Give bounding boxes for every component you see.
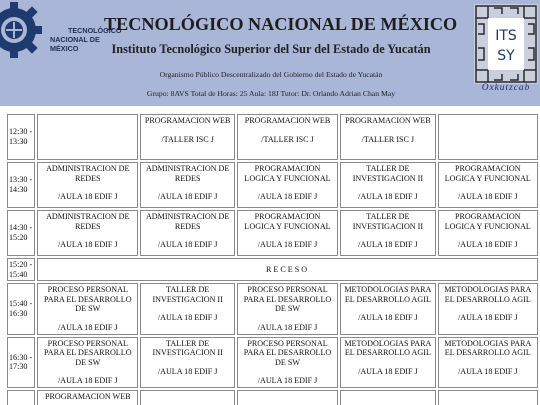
schedule-table: [5, 112, 540, 405]
room-name: /AULA 18 EDIF J: [358, 366, 418, 376]
class-cell: [140, 114, 234, 160]
room-name: /AULA 18 EDIF J: [57, 322, 118, 332]
subject-name: ADMINISTRACION DE REDES: [46, 164, 130, 183]
subject-name: PROGRAMACION LOGICA Y FUNCIONAL: [244, 164, 331, 183]
subject-name: METODOLOGIAS PARA EL DESARROLLO AGIL: [344, 285, 432, 304]
room-name: /AULA 18 EDIF J: [358, 192, 418, 202]
class-cell: [37, 114, 138, 160]
class-cell: [37, 162, 138, 208]
class-cell: [340, 337, 435, 388]
subject-name: METODOLOGIAS PARA EL DESARROLLO AGIL: [344, 338, 432, 358]
class-cell: [438, 390, 538, 405]
subject-name: PROGRAMACION LOGICA Y FUNCIONAL: [444, 164, 531, 183]
schedule-row: [7, 258, 538, 281]
subject-name: METODOLOGIAS PARA EL DESARROLLO AGIL: [444, 338, 532, 358]
subject-name: TALLER DE INVESTIGACION II: [152, 285, 223, 304]
room-name: /TALLER ISC J: [261, 134, 314, 144]
room-name: /AULA 18 EDIF J: [157, 240, 218, 250]
room-name: /AULA 18 EDIF J: [457, 313, 518, 323]
class-cell: [438, 210, 538, 256]
class-cell: [140, 162, 234, 208]
class-cell: [237, 114, 338, 160]
class-cell: [438, 337, 538, 388]
schedule-row: [7, 114, 538, 160]
subject-name: ADMINISTRACION DE REDES: [145, 212, 230, 231]
subject-name: PROCESO PERSONAL PARA EL DESARROLLO DE SW: [243, 285, 332, 314]
class-cell: [340, 390, 435, 405]
institute-name: Instituto Tecnológico Superior del Sur del Estado de Yucatán: [111, 42, 431, 56]
class-cell: [438, 162, 538, 208]
room-name: /AULA 18 EDIF J: [257, 322, 318, 332]
class-cell: [237, 283, 338, 334]
time-slot: 13:30 - 14:30: [7, 162, 35, 208]
time-slot: 15:20 - 15:40: [7, 258, 35, 281]
class-cell: [438, 114, 538, 160]
room-name: /TALLER ISC J: [161, 134, 214, 144]
class-cell: [340, 114, 435, 160]
tecnm-logo-line1: TECNOLÓGICO: [68, 26, 122, 35]
subject-name: PROCESO PERSONAL PARA EL DESARROLLO DE SW: [243, 338, 332, 367]
room-name: /AULA 18 EDIF J: [257, 192, 318, 202]
tecnm-logo-line2: NACIONAL DE MÉXICO: [50, 35, 100, 53]
class-cell: [237, 210, 338, 256]
time-slot: 16:30 - 17:30: [7, 337, 35, 388]
itssy-logo-line2: SY: [497, 48, 515, 64]
room-name: /AULA 18 EDIF J: [57, 376, 118, 386]
room-name: /AULA 18 EDIF J: [257, 240, 318, 250]
class-cell: [37, 283, 138, 334]
time-slot: 12:30 - 13:30: [7, 114, 35, 160]
subject-name: PROGRAMACION LOGICA Y FUNCIONAL: [244, 212, 331, 231]
schedule-row: [7, 162, 538, 208]
room-name: /AULA 18 EDIF J: [457, 240, 518, 250]
class-cell: [438, 283, 538, 334]
room-name: /AULA 18 EDIF J: [457, 192, 518, 202]
time-slot: [7, 390, 35, 405]
class-cell: [237, 337, 338, 388]
itssy-caption: Oxkutzcab: [481, 83, 531, 93]
room-name: /AULA 18 EDIF J: [257, 376, 318, 386]
subject-name: TALLER DE INVESTIGACION II: [352, 164, 424, 183]
room-name: /AULA 18 EDIF J: [57, 192, 118, 202]
group-info: Grupo: 8AVS Total de Horas: 25 Aula: 18J Tutor: Dr. Orlando Adrian Chan May: [146, 89, 396, 98]
itssy-logo-line1: ITS: [495, 28, 517, 44]
subject-name: PROGRAMACION WEB: [244, 116, 331, 125]
class-cell: [140, 337, 234, 388]
subject-name: ADMINISTRACION DE REDES: [145, 164, 230, 183]
subject-name: ADMINISTRACION DE REDES: [46, 212, 130, 231]
schedule-row: [7, 337, 538, 388]
subject-name: PROGRAMACION LOGICA Y FUNCIONAL: [444, 212, 531, 231]
class-cell: [237, 162, 338, 208]
class-cell: [37, 337, 138, 388]
page-header: [0, 0, 540, 106]
class-cell: [237, 390, 338, 405]
room-name: /TALLER ISC J: [361, 134, 415, 144]
tecnm-gear-logo-icon: [0, 0, 48, 62]
class-cell: [340, 210, 435, 256]
room-name: /AULA 18 EDIF J: [157, 313, 218, 323]
subject-name: PROGRAMACION WEB: [345, 116, 431, 125]
recess-cell: RECESO: [37, 258, 538, 281]
class-cell: [37, 210, 138, 256]
schedule-row: [7, 390, 538, 405]
class-cell: [140, 390, 234, 405]
class-cell: [140, 283, 234, 334]
subject-name: PROCESO PERSONAL PARA EL DESARROLLO DE SW: [44, 285, 132, 314]
time-slot: 15:40 - 16:30: [7, 283, 35, 334]
organism-description: Organismo Público Descentralizado del Gobierno del Estado de Yucatán: [159, 70, 383, 79]
subject-name: PROGRAMACION WEB: [45, 391, 131, 401]
subject-name: METODOLOGIAS PARA EL DESARROLLO AGIL: [444, 285, 532, 304]
class-cell: [140, 210, 234, 256]
class-cell: [340, 283, 435, 334]
time-slot: 14:30 - 15:20: [7, 210, 35, 256]
subject-name: TALLER DE INVESTIGACION II: [152, 338, 223, 358]
room-name: /AULA 18 EDIF J: [457, 366, 518, 376]
room-name: /AULA 18 EDIF J: [358, 313, 418, 323]
class-cell: [37, 390, 138, 405]
page-title: TECNOLÓGICO NACIONAL DE MÉXICO: [104, 14, 458, 34]
itssy-logo-icon: [474, 4, 538, 84]
schedule-row: [7, 210, 538, 256]
subject-name: PROCESO PERSONAL PARA EL DESARROLLO DE SW: [44, 338, 132, 367]
room-name: /AULA 18 EDIF J: [57, 240, 118, 250]
class-cell: [340, 162, 435, 208]
room-name: /AULA 18 EDIF J: [358, 240, 418, 250]
schedule-row: [7, 283, 538, 334]
room-name: /AULA 18 EDIF J: [157, 192, 218, 202]
subject-name: PROGRAMACION WEB: [144, 116, 231, 125]
subject-name: TALLER DE INVESTIGACION II: [352, 212, 424, 231]
room-name: /AULA 18 EDIF J: [157, 366, 218, 376]
